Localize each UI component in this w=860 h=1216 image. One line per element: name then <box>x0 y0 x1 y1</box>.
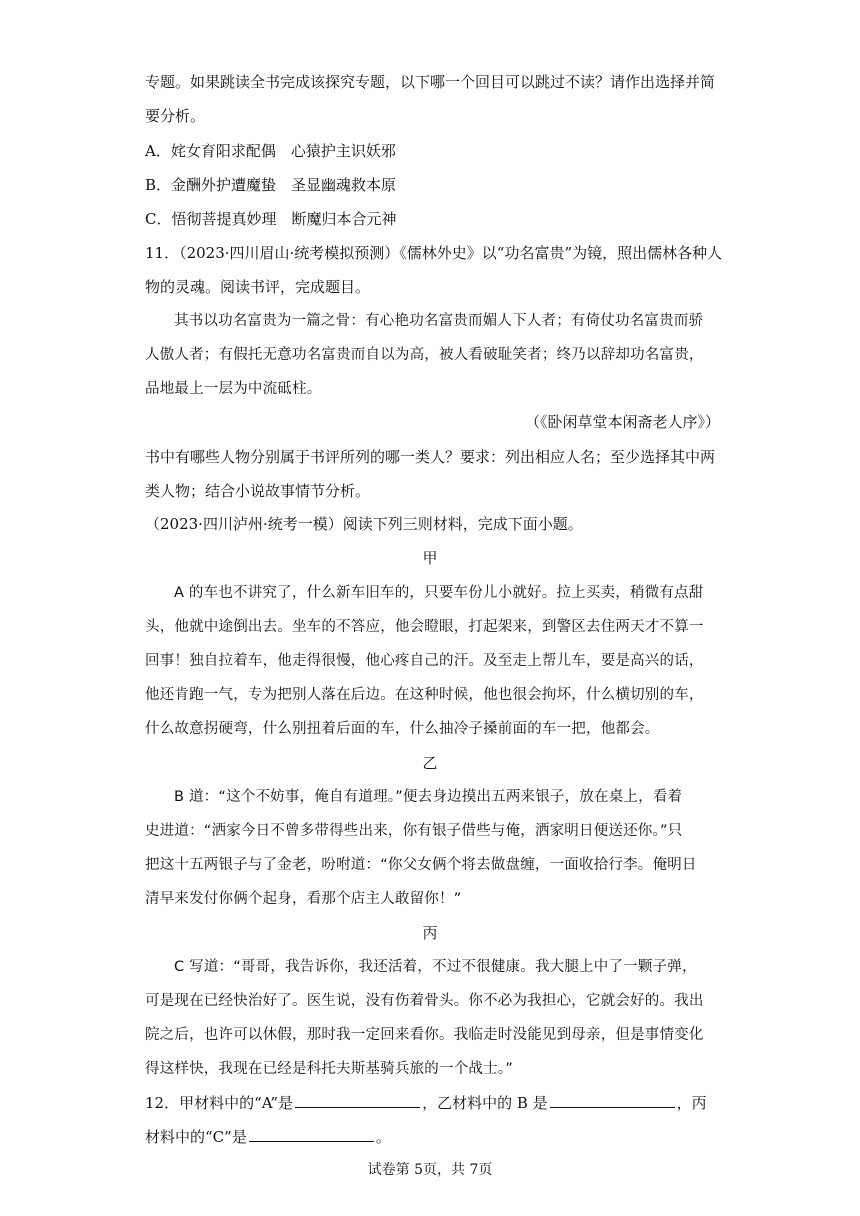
option-a: A．姹女育阳求配偶 心猿护主识妖邪 <box>145 142 396 160</box>
material-bing-line: 可是现在已经快治好了。医生说，没有伤着骨头。你不必为我担心，它就会好的。我出 <box>145 993 704 1009</box>
review-quote-line: 人傲人者；有假托无意功名富贵而自以为高，被人看破耻笑者；终乃以辞却功名富贵， <box>145 347 704 363</box>
answer-blank-b[interactable] <box>550 1093 675 1108</box>
material-jia-line: 头，他就中途倒出去。坐车的不答应，他会瞪眼，打起架来，到警区去住两天才不算一 <box>145 619 704 635</box>
material-bing-title: 丙 <box>422 924 438 942</box>
question-12 <box>145 1093 707 1113</box>
quote-source: （《卧闲草堂本闲斋老人序》） <box>524 413 720 431</box>
material-jia-title: 甲 <box>422 549 438 567</box>
question-11-text: 物的灵魂。阅读书评，完成题目。 <box>145 278 371 296</box>
question-12-cont <box>145 1127 391 1147</box>
question-12-text: ，乙材料中的 B 是 <box>422 1094 548 1112</box>
material-jia-line: 什么故意拐硬弯，什么别扭着后面的车，什么抽冷子搡前面的车一把，他都会。 <box>145 721 660 737</box>
material-yi-line: 史进道：“洒家今日不曾多带得些出来，你有银子借些与俺，洒家明日便送还你。”只 <box>145 823 683 839</box>
page-footer: 试卷第 5页，共 7页 <box>367 1162 493 1178</box>
question-11-task: 类人物；结合小说故事情节分析。 <box>145 482 371 500</box>
material-yi-line: 清早来发付你俩个起身，看那个店主人敢留你！” <box>145 891 462 907</box>
question-12-text: ，丙 <box>676 1094 707 1112</box>
answer-blank-c[interactable] <box>249 1127 374 1142</box>
question-12-text: 。 <box>375 1128 391 1146</box>
question-text: 要分析。 <box>145 107 206 125</box>
answer-blank-a[interactable] <box>295 1093 420 1108</box>
question-text: 专题。如果跳读全书完成该探究专题，以下哪一个回目可以跳过不读？请作出选择并简 <box>145 73 716 91</box>
material-yi-line: B 道：“这个不妨事，俺自有道理。”便去身边摸出五两来银子，放在桌上，看着 <box>174 789 683 805</box>
question-11-text: 11．（2023·四川眉山·统考模拟预测）《儒林外史》以“功名富贵”为镜，照出儒林各种人 <box>145 244 723 262</box>
material-yi-title: 乙 <box>422 754 438 772</box>
question-12-text: 材料中的“C”是 <box>145 1128 247 1146</box>
material-bing-line: 得这样快，我现在已经是科托夫斯基骑兵旅的一个战士。” <box>145 1061 513 1077</box>
material-bing-line: C 写道：“哥哥，我告诉你，我还活着，不过不很健康。我大腿上中了一颗子弹， <box>174 959 697 975</box>
option-b: B．金酬外护遭魔蛰 圣显幽魂救本原 <box>145 176 397 194</box>
question-11-task: 书中有哪些人物分别属于书评所列的哪一类人？要求：列出相应人名；至少选择其中两 <box>145 448 716 466</box>
material-bing-line: 院之后，也许可以休假，那时我一定回来看你。我临走时没能见到母亲，但是事情变化 <box>145 1027 704 1043</box>
material-jia-line: 回事！独自拉着车，他走得很慢，他心疼自己的汗。及至走上帮儿车，要是高兴的话， <box>145 653 704 669</box>
material-jia-line: 他还肯跑一气，专为把别人落在后边。在这种时候，他也很会拘坏，什么横切别的车， <box>145 687 704 703</box>
review-quote-line: 品地最上一层为中流砥柱。 <box>145 381 322 397</box>
review-quote-line: 其书以功名富贵为一篇之骨：有心艳功名富贵而媚人下人者；有倚仗功名富贵而骄 <box>174 313 704 329</box>
group-intro: （2023·四川泸州·统考一模）阅读下列三则材料，完成下面小题。 <box>145 515 583 533</box>
option-c: C．悟彻菩提真妙理 断魔归本合元神 <box>145 210 397 228</box>
question-12-text: 12．甲材料中的“A”是 <box>145 1094 294 1112</box>
material-yi-line: 把这十五两银子与了金老，吩咐道：“你父女俩个将去做盘缠，一面收拾行李。俺明日 <box>145 857 697 873</box>
material-jia-line: A 的车也不讲究了，什么新车旧车的，只要车份儿小就好。拉上买卖，稍微有点甜 <box>174 585 704 601</box>
